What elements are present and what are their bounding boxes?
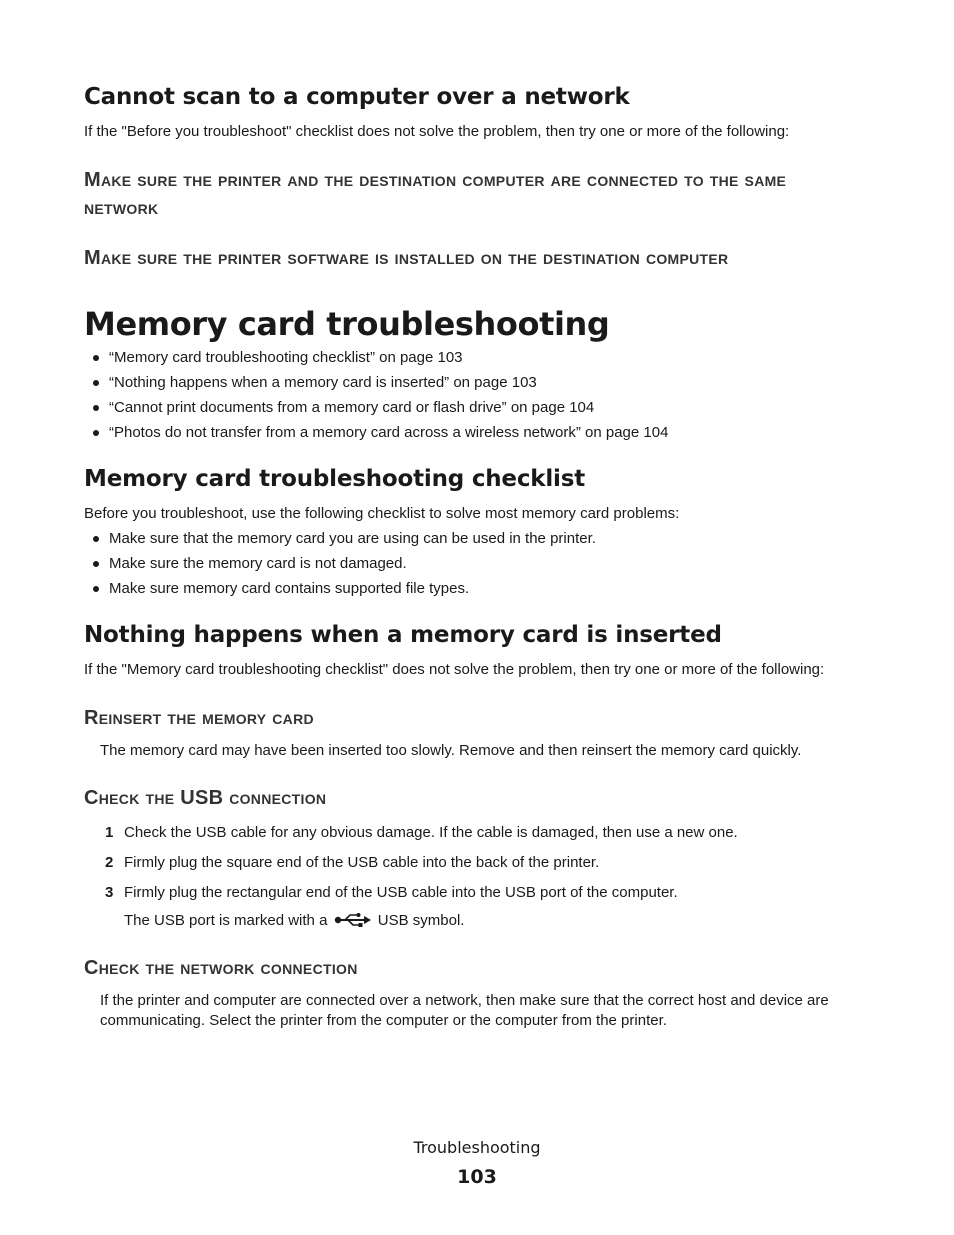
memory-topic-links: [84, 345, 874, 445]
link-photos-not-transfer[interactable]: “Photos do not transfer from a memory card across a wireless network” on page 104: [84, 420, 874, 445]
link-checklist[interactable]: “Memory card troubleshooting checklist” on page 103: [84, 345, 874, 370]
subheading-same-network: Make sure the printer and the destination computer are connected to the same network: [84, 169, 787, 219]
usb-steps: [84, 823, 874, 910]
nothing-happens-intro: If the "Memory card troubleshooting checklist" does not solve the problem, then try one or more of the following:: [84, 661, 825, 678]
usb-note-before: The USB port is marked with a: [124, 912, 328, 929]
checklist-item: Make sure that the memory card you are using can be used in the printer.: [84, 526, 874, 551]
subheading-check-network: Check the network connection: [84, 957, 358, 979]
usb-step: [84, 853, 874, 873]
chapter-title-memory-card: Memory card troubleshooting: [84, 305, 610, 343]
section-title-nothing-happens: Nothing happens when a memory card is inserted: [84, 622, 722, 648]
step-number: 3: [105, 884, 114, 901]
step-text: Firmly plug the square end of the USB cable into the back of the printer.: [124, 854, 600, 871]
usb-step: [84, 823, 874, 843]
checklist-item: Make sure memory card contains supported file types.: [84, 576, 874, 601]
step-text: Firmly plug the rectangular end of the USB cable into the USB port of the computer.: [124, 884, 678, 901]
step-number: 2: [105, 854, 114, 871]
usb-note: [124, 911, 874, 931]
network-body: If the printer and computer are connected over a network, then make sure that the correct host and device are communicating. Select the printer from the computer or the computer from the printer.: [100, 992, 829, 1029]
link-nothing-happens[interactable]: “Nothing happens when a memory card is inserted” on page 103: [84, 370, 874, 395]
link-cannot-print[interactable]: “Cannot print documents from a memory card or flash drive” on page 104: [84, 395, 874, 420]
checklist-items: [84, 526, 874, 601]
footer-chapter-label: Troubleshooting: [413, 1138, 541, 1157]
step-text: Check the USB cable for any obvious damage. If the cable is damaged, then use a new one.: [124, 824, 738, 841]
cannot-scan-intro: If the "Before you troubleshoot" checklist does not solve the problem, then try one or more of the following:: [84, 123, 790, 140]
page-number: 103: [457, 1166, 497, 1188]
checklist-intro: Before you troubleshoot, use the following checklist to solve most memory card problems:: [84, 505, 680, 522]
step-number: 1: [105, 824, 114, 841]
subheading-check-usb: Check the USB connection: [84, 787, 327, 809]
usb-note-after: USB symbol.: [377, 912, 465, 929]
subheading-reinsert: Reinsert the memory card: [84, 707, 314, 729]
section-title-cannot-scan: Cannot scan to a computer over a network: [84, 84, 630, 110]
section-title-checklist: Memory card troubleshooting checklist: [84, 466, 586, 492]
usb-icon: [334, 912, 372, 928]
reinsert-body: The memory card may have been inserted too slowly. Remove and then reinsert the memory card quickly.: [100, 742, 802, 759]
subheading-software-installed: Make sure the printer software is installed on the destination computer: [84, 247, 729, 269]
usb-step: [84, 883, 874, 903]
checklist-item: Make sure the memory card is not damaged.: [84, 551, 874, 576]
